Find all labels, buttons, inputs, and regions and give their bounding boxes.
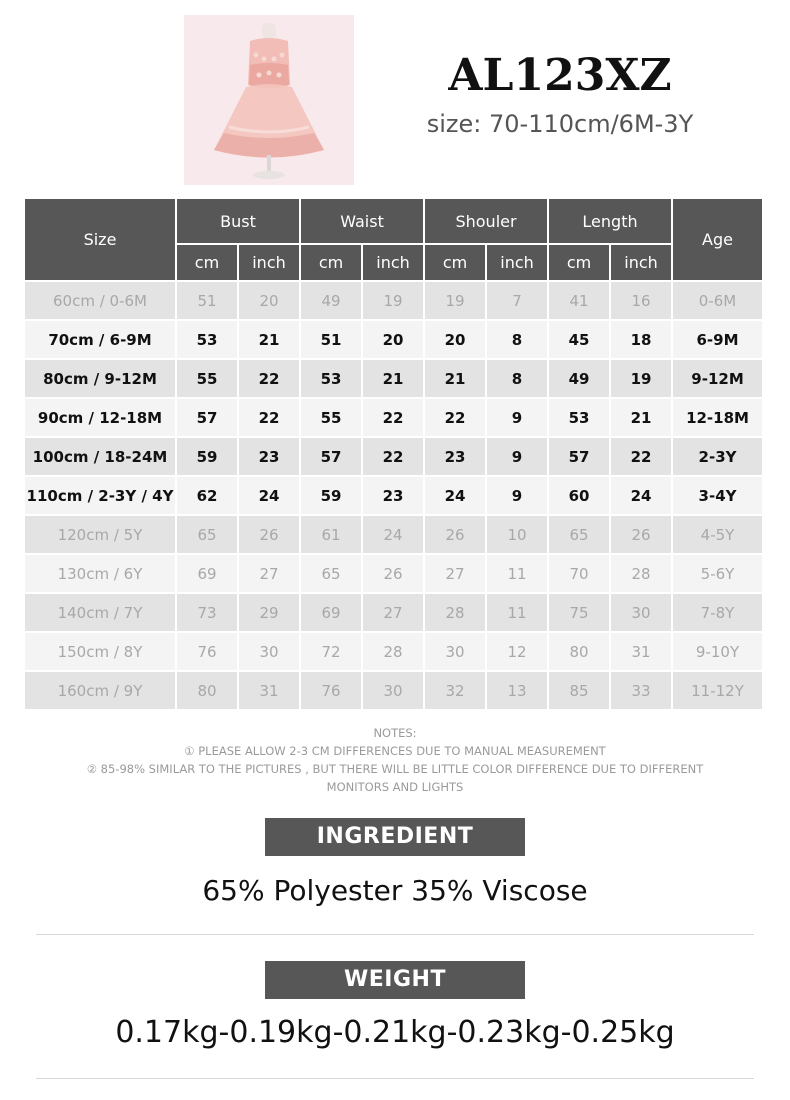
- cell-shoulder-cm: 21: [425, 360, 485, 397]
- cell-shoulder-inch: 8: [487, 360, 547, 397]
- header-size: Size: [25, 199, 175, 280]
- cell-bust-inch: 21: [239, 321, 299, 358]
- cell-bust-cm: 69: [177, 555, 237, 592]
- cell-shoulder-inch: 9: [487, 438, 547, 475]
- cell-shoulder-cm: 23: [425, 438, 485, 475]
- header-unit-cm: cm: [301, 245, 361, 280]
- cell-age: 2-3Y: [673, 438, 762, 475]
- cell-length-inch: 19: [611, 360, 671, 397]
- size-range: size: 70-110cm/6M-3Y: [426, 110, 694, 138]
- cell-length-inch: 16: [611, 282, 671, 319]
- cell-length-cm: 53: [549, 399, 609, 436]
- notes-title: NOTES:: [373, 726, 417, 740]
- cell-waist-inch: 26: [363, 555, 423, 592]
- cell-waist-inch: 22: [363, 399, 423, 436]
- cell-shoulder-inch: 9: [487, 477, 547, 514]
- cell-shoulder-inch: 11: [487, 555, 547, 592]
- cell-shoulder-inch: 11: [487, 594, 547, 631]
- size-table-body: [25, 282, 762, 709]
- cell-bust-cm: 80: [177, 672, 237, 709]
- cell-bust-cm: 73: [177, 594, 237, 631]
- cell-shoulder-inch: 7: [487, 282, 547, 319]
- model-title: AL123XZ: [448, 50, 672, 101]
- header-unit-inch: inch: [487, 245, 547, 280]
- table-row: [25, 321, 762, 358]
- cell-bust-cm: 53: [177, 321, 237, 358]
- header-unit-cm: cm: [549, 245, 609, 280]
- cell-length-cm: 45: [549, 321, 609, 358]
- cell-length-inch: 26: [611, 516, 671, 553]
- cell-size: 160cm / 9Y: [25, 672, 175, 709]
- notes-block: [40, 724, 750, 796]
- cell-length-cm: 65: [549, 516, 609, 553]
- table-row: [25, 399, 762, 436]
- cell-size: 100cm / 18-24M: [25, 438, 175, 475]
- cell-size: 70cm / 6-9M: [25, 321, 175, 358]
- divider: [36, 1078, 754, 1079]
- notes-line-3: MONITORS AND LIGHTS: [326, 780, 464, 794]
- cell-length-cm: 49: [549, 360, 609, 397]
- table-row: [25, 672, 762, 709]
- table-row: [25, 282, 762, 319]
- cell-shoulder-cm: 24: [425, 477, 485, 514]
- cell-bust-cm: 51: [177, 282, 237, 319]
- cell-age: 12-18M: [673, 399, 762, 436]
- header-bust: Bust: [177, 199, 299, 243]
- cell-waist-cm: 59: [301, 477, 361, 514]
- cell-size: 80cm / 9-12M: [25, 360, 175, 397]
- cell-shoulder-inch: 12: [487, 633, 547, 670]
- cell-waist-inch: 20: [363, 321, 423, 358]
- cell-waist-cm: 53: [301, 360, 361, 397]
- cell-length-cm: 57: [549, 438, 609, 475]
- cell-bust-inch: 22: [239, 399, 299, 436]
- cell-length-inch: 22: [611, 438, 671, 475]
- cell-bust-inch: 22: [239, 360, 299, 397]
- cell-length-inch: 28: [611, 555, 671, 592]
- cell-size: 90cm / 12-18M: [25, 399, 175, 436]
- cell-age: 5-6Y: [673, 555, 762, 592]
- cell-waist-cm: 57: [301, 438, 361, 475]
- cell-bust-inch: 24: [239, 477, 299, 514]
- cell-waist-inch: 23: [363, 477, 423, 514]
- cell-shoulder-cm: 26: [425, 516, 485, 553]
- cell-size: 130cm / 6Y: [25, 555, 175, 592]
- cell-age: 6-9M: [673, 321, 762, 358]
- cell-waist-cm: 49: [301, 282, 361, 319]
- cell-waist-cm: 65: [301, 555, 361, 592]
- cell-waist-cm: 61: [301, 516, 361, 553]
- header-unit-inch: inch: [611, 245, 671, 280]
- cell-age: 9-10Y: [673, 633, 762, 670]
- cell-shoulder-inch: 13: [487, 672, 547, 709]
- cell-bust-cm: 59: [177, 438, 237, 475]
- header-unit-cm: cm: [425, 245, 485, 280]
- header-length: Length: [549, 199, 671, 243]
- table-row: [25, 594, 762, 631]
- cell-age: 11-12Y: [673, 672, 762, 709]
- cell-bust-inch: 26: [239, 516, 299, 553]
- dress-illustration: [184, 15, 354, 185]
- cell-bust-cm: 76: [177, 633, 237, 670]
- header-unit-inch: inch: [239, 245, 299, 280]
- cell-shoulder-cm: 28: [425, 594, 485, 631]
- cell-bust-inch: 29: [239, 594, 299, 631]
- cell-age: 3-4Y: [673, 477, 762, 514]
- cell-shoulder-cm: 32: [425, 672, 485, 709]
- cell-length-inch: 31: [611, 633, 671, 670]
- cell-shoulder-inch: 9: [487, 399, 547, 436]
- table-row: [25, 438, 762, 475]
- cell-waist-inch: 27: [363, 594, 423, 631]
- cell-waist-cm: 55: [301, 399, 361, 436]
- cell-waist-cm: 69: [301, 594, 361, 631]
- cell-bust-inch: 31: [239, 672, 299, 709]
- ingredient-value: 65% Polyester 35% Viscose: [202, 874, 588, 907]
- notes-line-2: ② 85-98% SIMILAR TO THE PICTURES , BUT THERE WILL BE LITTLE COLOR DIFFERENCE DUE TO DIFFERENT: [86, 762, 704, 776]
- cell-waist-cm: 76: [301, 672, 361, 709]
- cell-size: 60cm / 0-6M: [25, 282, 175, 319]
- weight-value: 0.17kg-0.19kg-0.21kg-0.23kg-0.25kg: [115, 1015, 675, 1050]
- cell-length-cm: 60: [549, 477, 609, 514]
- cell-shoulder-cm: 30: [425, 633, 485, 670]
- header-unit-cm: cm: [177, 245, 237, 280]
- cell-length-inch: 21: [611, 399, 671, 436]
- divider: [36, 934, 754, 935]
- cell-age: 9-12M: [673, 360, 762, 397]
- cell-shoulder-cm: 20: [425, 321, 485, 358]
- header-age: Age: [673, 199, 762, 280]
- table-row: [25, 555, 762, 592]
- product-image: [184, 15, 354, 185]
- cell-waist-inch: 19: [363, 282, 423, 319]
- cell-length-inch: 18: [611, 321, 671, 358]
- cell-bust-inch: 27: [239, 555, 299, 592]
- cell-size: 110cm / 2-3Y / 4Y: [25, 477, 175, 514]
- ingredient-badge: INGREDIENT: [265, 818, 525, 856]
- cell-age: 4-5Y: [673, 516, 762, 553]
- size-chart-table: [23, 197, 764, 711]
- cell-age: 0-6M: [673, 282, 762, 319]
- cell-waist-inch: 24: [363, 516, 423, 553]
- cell-waist-inch: 30: [363, 672, 423, 709]
- cell-waist-inch: 21: [363, 360, 423, 397]
- cell-length-cm: 80: [549, 633, 609, 670]
- cell-shoulder-cm: 19: [425, 282, 485, 319]
- cell-bust-inch: 23: [239, 438, 299, 475]
- cell-waist-inch: 28: [363, 633, 423, 670]
- table-row: [25, 516, 762, 553]
- cell-shoulder-cm: 27: [425, 555, 485, 592]
- cell-size: 120cm / 5Y: [25, 516, 175, 553]
- cell-bust-cm: 55: [177, 360, 237, 397]
- header-row-main: [25, 199, 762, 243]
- header-waist: Waist: [301, 199, 423, 243]
- table-row: [25, 633, 762, 670]
- weight-badge: WEIGHT: [265, 961, 525, 999]
- cell-bust-cm: 65: [177, 516, 237, 553]
- cell-waist-cm: 72: [301, 633, 361, 670]
- cell-bust-cm: 57: [177, 399, 237, 436]
- cell-waist-inch: 22: [363, 438, 423, 475]
- cell-age: 7-8Y: [673, 594, 762, 631]
- cell-waist-cm: 51: [301, 321, 361, 358]
- cell-length-inch: 24: [611, 477, 671, 514]
- cell-length-cm: 70: [549, 555, 609, 592]
- cell-size: 140cm / 7Y: [25, 594, 175, 631]
- cell-length-inch: 30: [611, 594, 671, 631]
- notes-line-1: ① PLEASE ALLOW 2-3 CM DIFFERENCES DUE TO MANUAL MEASUREMENT: [184, 744, 606, 758]
- cell-length-cm: 41: [549, 282, 609, 319]
- table-row: [25, 360, 762, 397]
- header-shoulder: Shouler: [425, 199, 547, 243]
- cell-length-inch: 33: [611, 672, 671, 709]
- cell-size: 150cm / 8Y: [25, 633, 175, 670]
- header-unit-inch: inch: [363, 245, 423, 280]
- cell-shoulder-inch: 8: [487, 321, 547, 358]
- cell-shoulder-cm: 22: [425, 399, 485, 436]
- cell-length-cm: 75: [549, 594, 609, 631]
- cell-bust-inch: 20: [239, 282, 299, 319]
- cell-bust-cm: 62: [177, 477, 237, 514]
- cell-length-cm: 85: [549, 672, 609, 709]
- table-row: [25, 477, 762, 514]
- cell-bust-inch: 30: [239, 633, 299, 670]
- cell-shoulder-inch: 10: [487, 516, 547, 553]
